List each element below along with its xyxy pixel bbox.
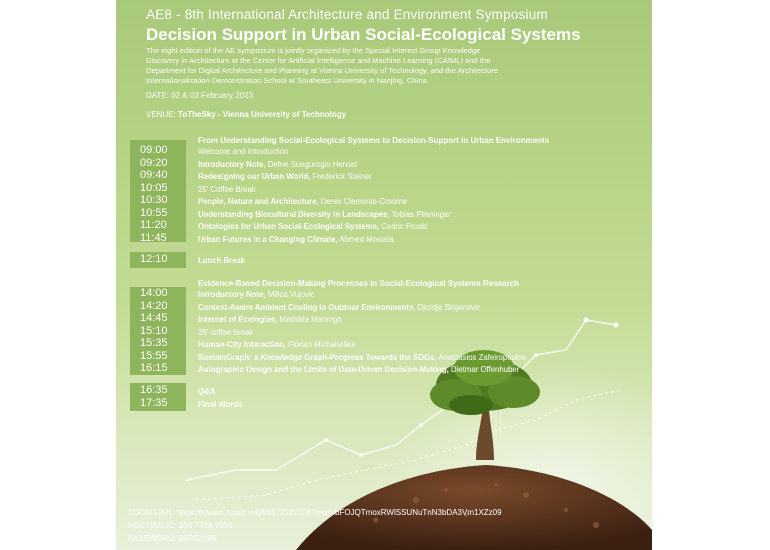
session2-agenda-item: 25' coffee break [198,327,254,337]
session1-agenda-item: Urban Futures in a Changing Climate, Ahmed Mostafa [198,234,394,244]
intro-line-3: Department for Digital Architecture and Planning at Vienna University of Technology, and the Architecture [146,66,499,75]
closing-label-1: Q&A [198,387,216,396]
session2-time: 14:00 [140,287,168,299]
session1-agenda-item: Introductory Note, Defne Sunguroglu Hensel [198,159,358,169]
intro-line-2: Discovery in Architecture at the Center for Artificial Intelligence and Machine Learning (CAIML) and the [146,56,491,65]
session2-agenda-item: Internet of Ecologies, Mathilde Marengo [198,315,342,324]
session1-agenda-item: Welcome and Introduction [198,147,289,156]
session1-time: 11:45 [140,231,167,244]
session2-title: Evidence-Based Decision-Making Processes in Social-Ecological Systems Research [198,279,520,288]
session1-time: 11:20 [140,219,167,231]
session1-time: 09:00 [140,144,168,156]
session1-time: 10:05 [140,181,168,194]
event-date: DATE: 02 & 03 February 2023 [146,91,254,100]
session1-agenda-item: People, Nature and Architecture, Derek Clements-Croome [198,197,407,206]
closing-time-2: 17:35 [140,397,168,409]
meeting-password: PASSWORD: 86R6Z19B [128,534,217,543]
closing-label-2: Final Words [198,400,243,409]
session2-agenda-item: Context-Aware Ambient Cooling in Outdoor Environments, Djordje Stojanovic [198,302,481,312]
session1-time: 10:55 [140,206,168,219]
event-venue [146,110,346,119]
main-title: Decision Support in Urban Social-Ecological Systems [146,25,581,44]
symposium-title: AE8 - 8th International Architecture and Environment Symposium [146,7,548,22]
venue-label: VENUE: [146,110,176,119]
lunch-label: Lunch Break [198,256,246,265]
session1-agenda-item: Redesigning our Urban World, Frederick Steiner [198,172,373,181]
session1-agenda-item: Ontologies for Urban Social-Ecological Systems, Cedric Pruski [198,222,428,231]
symposium-poster [116,0,652,550]
meeting-id: MEETING ID: 956 7218 7556 [128,521,233,530]
session2-time: 14:20 [140,299,168,312]
session2-agenda-item: Introductory Note, Milica Vujovic [198,290,315,299]
venue-value: ToTheSky - Vienna University of Technology [178,110,347,119]
closing-time-1: 16:35 [140,384,168,396]
session1-agenda-item: Understanding Biocultural Diversity in Landscapes, Tobias Plieninger [198,209,451,219]
session2-agenda-item: SustainGraph: a Knowledge Graph-Progress Towards the SDGs, Anastasios Zafeiropoulos [198,352,526,362]
session1-title: From Understanding Social-Ecological Systems to Decision-Support in Urban Environments [198,136,550,145]
session2-time: 15:55 [140,349,168,362]
session2-agenda-item: Human-City Interaction, Florian Michahelles [198,340,356,349]
session2-time: 16:15 [140,362,168,374]
session2-time: 14:45 [140,312,168,324]
intro-line-4: Internationalization Demonstration School at Southeast University in Nanjing, China. [146,76,429,85]
session1-time: 10:30 [140,194,168,206]
intro-line-1: The eight edition of the AE symposium is jointly organized by the Special Interest Group Knowledge [146,46,481,55]
session2-time: 15:10 [140,324,168,337]
session1-time: 09:40 [140,169,168,181]
lunch-time: 12:10 [140,253,168,265]
zoom-link[interactable]: ZOOM LINK: https://tuwien.zoom.us/j/95672187556?pwd=bFOJQTmoxRWlSSUNuTnN3bDA3Vm1XZz09 [128,508,502,517]
session2-time: 15:35 [140,337,168,349]
session1-agenda-item: 25' Coffee Break [198,184,256,194]
session2-agenda-item: Autographic Design and the Limits of Data-Driven Decision-Making, Dietmar Offenhuber [198,365,520,374]
session1-time: 09:20 [140,156,168,169]
